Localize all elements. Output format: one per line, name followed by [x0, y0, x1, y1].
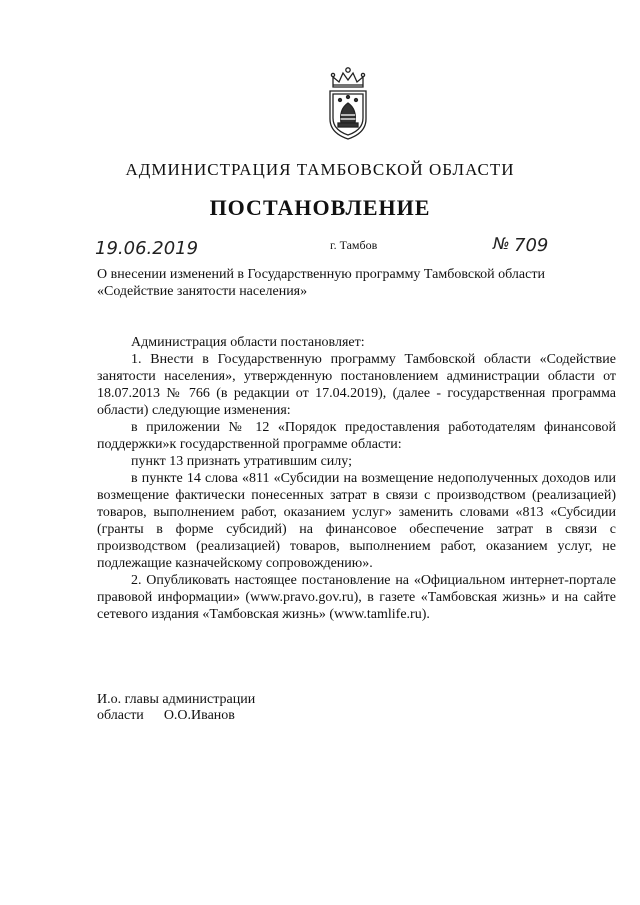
paragraph-1: 1. Внести в Государственную программу Тамбовской области «Содействие занятости населения», утвержденную постановлением администрации области от 18.07.2013 № 766 (в редакции от 17.04.2019), (далее - государственная программа области) следующие изменения: — [97, 352, 616, 418]
organization-title: АДМИНИСТРАЦИЯ ТАМБОВСКОЙ ОБЛАСТИ — [125, 160, 515, 179]
document-city: г. Тамбов — [330, 238, 378, 252]
subject-line-1: О внесении изменений в Государственную программу Тамбовской области — [97, 267, 545, 282]
intro-paragraph: Администрация области постановляет: — [131, 335, 365, 350]
subject-line-2: «Содействие занятости населения» — [97, 284, 308, 299]
paragraph-1a: в приложении № 12 «Порядок предоставления работодателям финансовой поддержки»к государственной программе области: — [97, 420, 616, 452]
document-body — [97, 334, 616, 623]
paragraph-1b: пункт 13 признать утратившим силу; — [131, 454, 352, 469]
signature-block — [97, 692, 255, 724]
document-subject — [97, 266, 616, 300]
signature-position: И.о. главы администрации — [97, 692, 256, 707]
signature-position-cont: области — [97, 708, 144, 723]
document-number: 709 — [514, 235, 549, 256]
document-number-label: № — [493, 234, 510, 253]
signatory-name: О.О.Иванов — [163, 708, 235, 723]
paragraph-2: 2. Опубликовать настоящее постановление на «Официальном интернет-портале правовой информации» (www.pravo.gov.ru), в газете «Тамбовская жизнь» и на сайте сетевого издания «Тамбовская жизнь» (www.tamlife.ru). — [97, 573, 616, 622]
document-date: 19.06.2019 — [95, 238, 199, 259]
coat-of-arms-icon — [323, 65, 373, 141]
document-type-title: ПОСТАНОВЛЕНИЕ — [209, 195, 431, 220]
paragraph-1c: в пункте 14 слова «811 «Субсидии на возмещение недополученных доходов или возмещение фактически понесенных затрат в связи с производством (реализацией) товаров, выполнением работ, оказанием услуг» заменить словами «813 «Субсидии (гранты в форме субсидий) на финансовое обеспечение затрат в связи с производством (реализацией) товаров, выполнением работ, оказанием услуг, не подлежащие казначейскому сопровождению». — [97, 471, 616, 571]
